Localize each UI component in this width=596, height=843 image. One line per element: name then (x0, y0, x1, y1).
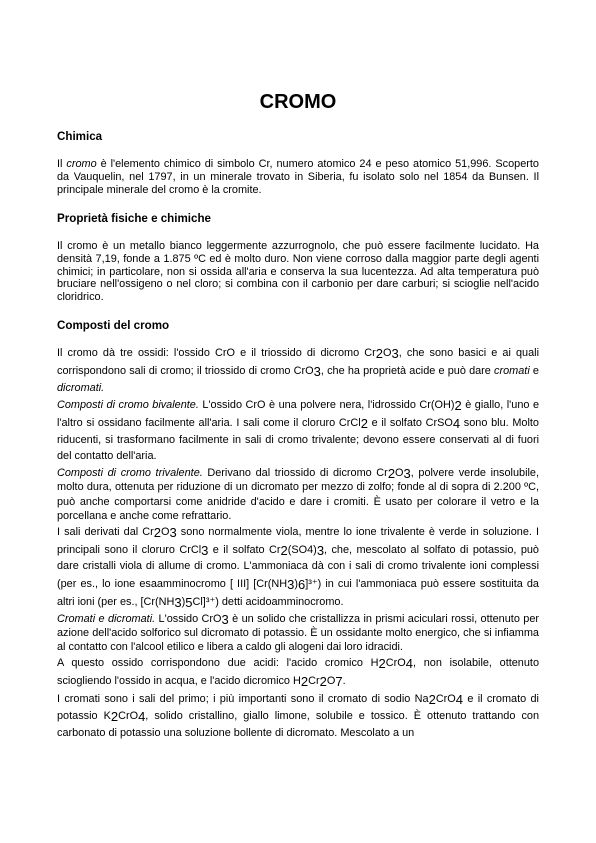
subscript: 3 (169, 524, 177, 540)
subscript: 3 (391, 346, 399, 362)
subscript: 5 (185, 594, 193, 610)
paragraph-chimica (57, 158, 539, 197)
italic-text: Composti di cromo bivalente. (57, 399, 199, 412)
paragraph-bivalente (57, 396, 539, 465)
text-run: e (529, 364, 539, 377)
subscript: 3 (221, 611, 229, 627)
section-heading-chimica: Chimica (57, 130, 103, 143)
subscript: 3 (174, 594, 182, 610)
text-run: , che, mescolato al solfato di potassio, può dare cristalli viola di allume di cromo. L'ammoniaca dà con i sali di cromo trivalente ioni complessi (per es., lo ione esaamminocromo [ III] [Cr(NH (57, 543, 539, 591)
text-run: e il solfato Cr (208, 543, 281, 556)
text-run: I cromati sono i sali del primo; i più importanti sono il cromato di sodio Na (57, 692, 429, 705)
subscript: 2 (375, 346, 384, 362)
text-run: , che sono basici e ai quali corrispondono sali di cromo; il triossido di cromo CrO (57, 347, 539, 377)
document-page (57, 86, 539, 742)
italic-text: dicromati. (57, 381, 105, 394)
subscript: 2 (110, 709, 119, 725)
text-run: è giallo, l'uno e l'altro si ossidano facilmente all'aria. I sali come il cloruro CrCl (57, 399, 539, 430)
subscript: 2 (454, 398, 462, 414)
text-run: e il solfato CrSO (367, 417, 453, 430)
text-run: è l'elemento chimico di simbolo Cr, numero atomico 24 e peso atomico 51,996. Scoperto da Vauquelin, nel 1797, in un minerale trovato in Siberia, fu isolato solo nel 1854 da Bunsen. Il principale minerale del cromo è la cromite. (57, 158, 539, 196)
subscript: 4 (138, 709, 146, 725)
text-run: , solido cristallino, giallo limone, solubile e tossico. È ottenuto trattando con carbonato di potassio una soluzione bollente di dicromato. Mescolato a un (57, 710, 539, 739)
subscript: 2 (387, 466, 396, 482)
subscript: 2 (280, 542, 288, 558)
text-run: . (342, 674, 346, 687)
text-run: Il cromo dà tre ossidi: l'ossido CrO e il triossido di dicromo Cr (57, 347, 376, 360)
subscript: 2 (319, 673, 327, 689)
page-title: CROMO (259, 91, 337, 113)
text-run: e il cromato di potassio K (57, 692, 539, 723)
text-run: è un solido che cristallizza in prismi aciculari rossi, ottenuto per azione dell'acido solforico sul dicromato di potassio. È un ossidante molto energico, che si infiamma al contatto con l'alcool etilico e libera a caldo gli alogeni dai loro idracidi. (57, 612, 540, 653)
subscript: 3 (316, 542, 325, 558)
text-run: Cl]³⁺) detti acidoamminocromo. (192, 595, 344, 608)
text-run: Cr (308, 674, 320, 687)
text-run: O (383, 347, 392, 360)
subscript: 2 (360, 416, 368, 432)
text-run: O (326, 674, 336, 687)
text-run: Il (57, 158, 67, 170)
text-run: L'ossido CrO (155, 612, 222, 625)
text-run: CrO (435, 692, 456, 705)
subscript: 4 (452, 416, 461, 432)
text-run: , polvere verde insolubile, molto dura, ottenuta per riduzione di un dicromato per mezzo di zolfo; fonde al di sopra di 2.200 ºC, può anche comportarsi come anidride d'acido e dare i cromiti. È usato per colorare il vetro e la porcellana e anche come refrattario. (57, 467, 540, 522)
text-run: CrO (385, 657, 406, 670)
italic-text: Composti di cromo trivalente. (57, 467, 203, 480)
subscript: 2 (153, 524, 161, 540)
text-run: (SO4) (287, 543, 317, 556)
italic-text: cromo (66, 158, 97, 170)
paragraph-sali-cr2o3 (57, 523, 539, 611)
italic-text: Cromati e dicromati. (57, 612, 156, 625)
text-run: , che ha proprietà acide e può dare (320, 364, 495, 377)
text-run: CrO (118, 710, 139, 723)
text-run: ) (181, 595, 186, 608)
text-run: sono normalmente viola, mentre lo ione trivalente è verde in soluzione. I principali sono il cloruro CrCl (57, 525, 540, 556)
paragraph-proprieta (57, 240, 539, 305)
subscript: 3 (313, 363, 321, 379)
subscript: 2 (300, 673, 309, 689)
text-run: sono blu. Molto riducenti, si trasformano facilmente in sali di cromo trivalente; devono essere conservati al di fuori del contatto dell'aria. (57, 417, 539, 463)
subscript: 4 (405, 656, 413, 672)
paragraph-cromati-sali (57, 690, 539, 742)
paragraph-cromati-dicromati (57, 611, 539, 655)
text-run: A questo ossido corrispondono due acidi: l'acido cromico H (57, 657, 379, 670)
paragraph-trivalente (57, 465, 539, 523)
section-heading-proprieta: Proprietà fisiche e chimiche (57, 211, 211, 225)
subscript: 3 (201, 542, 209, 558)
paragraph-acidi (57, 654, 539, 689)
subscript: 4 (455, 691, 464, 707)
subscript: 6 (298, 577, 306, 593)
text-run: O (160, 525, 170, 538)
subscript: 2 (428, 691, 436, 707)
paragraph-ossidi (57, 344, 539, 396)
text-run: ) (294, 578, 298, 591)
subscript: 3 (287, 577, 295, 593)
text-run: L'ossido CrO è una polvere nera, l'idrossido Cr(OH) (198, 399, 455, 412)
subscript: 7 (335, 673, 343, 689)
section-heading-composti: Composti del cromo (57, 319, 170, 333)
text-run: O (395, 467, 404, 480)
subscript: 3 (403, 466, 411, 482)
text-run: , non isolabile, ottenuto sciogliendo l'ossido in acqua, e l'acido dicromico H (57, 657, 540, 687)
italic-text: cromati (494, 364, 530, 377)
text-run: I sali derivati dal Cr (57, 525, 154, 538)
text-run: Il cromo è un metallo bianco leggermente azzurrognolo, che può essere facilmente lucidato. Ha densità 7,19, fonde a 1.875 ºC ed è molto duro. Non viene corroso dalla maggior parte degli agenti chimici; in particolare, non si ossida all'aria e conserva la sua lucentezza. Ad alta temperatura può bruciare nell'ossigeno o nel cloro; si combina con il carbonio per dare carburi; si scioglie nell'acido cloridrico. (57, 239, 539, 304)
text-run: ]³⁺) in cui l'ammoniaca può essere sostituita da altri ioni (per es., [Cr(NH (57, 578, 539, 608)
subscript: 2 (378, 656, 386, 672)
text-run: Derivano dal triossido di dicromo Cr (202, 467, 388, 480)
